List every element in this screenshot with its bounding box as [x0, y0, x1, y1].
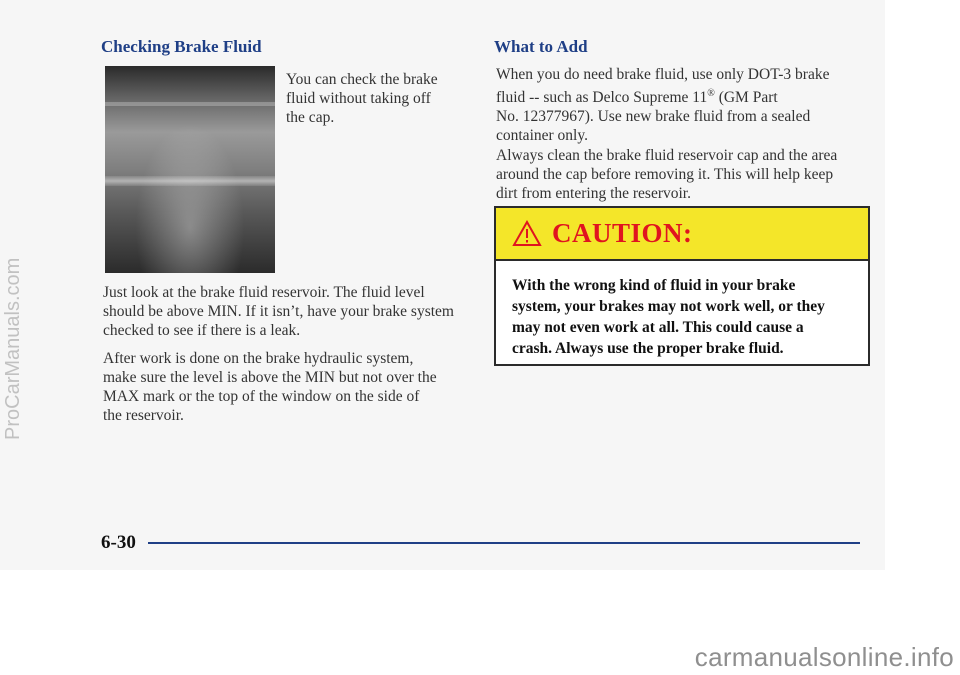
paragraph-line: make sure the level is above the MIN but not over the — [103, 369, 437, 386]
side-watermark: ProCarManuals.com — [2, 257, 24, 440]
registered-mark: ® — [707, 88, 715, 99]
reservoir-edge-highlight — [105, 102, 275, 106]
section-heading-checking-brake-fluid: Checking Brake Fluid — [101, 37, 262, 56]
paragraph-line: MAX mark or the top of the window on the side of — [103, 388, 420, 405]
paragraph-line: Always clean the brake fluid reservoir cap and the area — [496, 147, 838, 164]
after-work-paragraph — [103, 349, 437, 425]
clean-cap-paragraph — [496, 146, 837, 203]
bottom-watermark: carmanualsonline.info — [694, 642, 954, 672]
paragraph-line: the reservoir. — [103, 407, 184, 424]
paragraph-line: No. 12377967). Use new brake fluid from a sealed — [496, 108, 811, 126]
caution-text — [496, 261, 868, 359]
caution-box — [494, 206, 870, 366]
caution-line: may not even work at all. This could cause a — [512, 319, 804, 336]
intro-line: fluid without taking off — [286, 90, 431, 107]
intro-line: You can check the brake — [286, 71, 438, 88]
caution-line: system, your brakes may not work well, or they — [512, 298, 825, 315]
paragraph-line: Just look at the brake fluid reservoir. The fluid level — [103, 284, 425, 301]
caution-line: crash. Always use the proper brake fluid. — [512, 340, 784, 357]
paragraph-line: should be above MIN. If it isn’t, have your brake system — [103, 303, 454, 320]
reservoir-window-band — [105, 176, 275, 186]
paragraph-line: (GM Part — [714, 89, 778, 107]
brake-fluid-reservoir-photo — [105, 66, 275, 273]
paragraph-line: fluid -- such as Delco Supreme 11 — [496, 89, 708, 107]
caution-header — [496, 208, 868, 261]
paragraph-line: When you do need brake fluid, use only DOT-3 brake — [496, 66, 830, 83]
page-number: 6-30 — [101, 532, 136, 553]
intro-line: the cap. — [286, 109, 335, 126]
warning-triangle-icon — [512, 220, 542, 247]
paragraph-line: container only. — [496, 127, 588, 145]
paragraph-line: checked to see if there is a leak. — [103, 322, 301, 339]
caution-line: With the wrong kind of fluid in your brake — [512, 277, 796, 294]
section-heading-what-to-add: What to Add — [494, 37, 588, 56]
paragraph-line: around the cap before removing it. This will help keep — [496, 166, 834, 183]
what-to-add-paragraph — [496, 65, 829, 145]
footer-rule — [148, 542, 860, 544]
check-level-paragraph — [103, 283, 454, 340]
paragraph-line: After work is done on the brake hydraulic system, — [103, 350, 414, 367]
intro-paragraph — [286, 70, 438, 127]
paragraph-line: dirt from entering the reservoir. — [496, 185, 691, 202]
caution-title: CAUTION: — [552, 218, 693, 248]
